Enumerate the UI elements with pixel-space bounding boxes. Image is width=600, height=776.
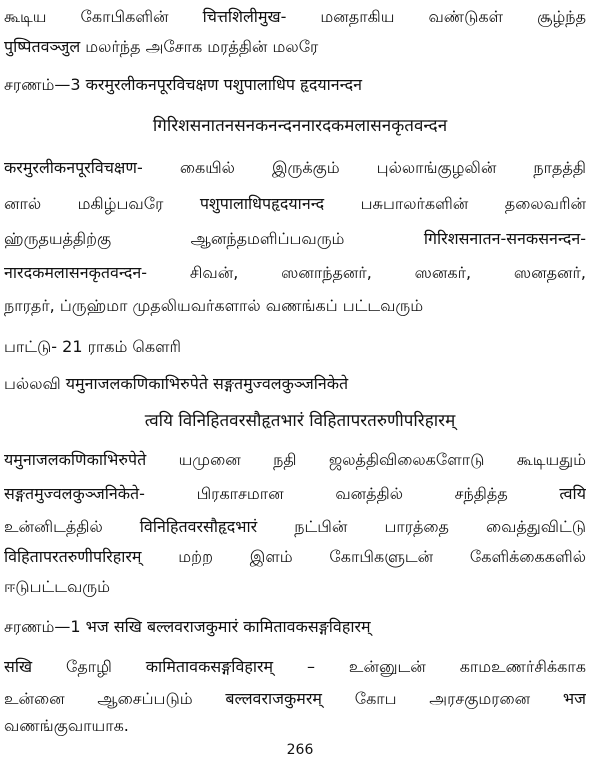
text-line: नारदकमलासनकृतवन्दन- சிவன், ஸனாந்தனர், ஸனகர், ஸனதனர், bbox=[4, 263, 586, 282]
song-heading: பாட்டு- 21 ராகம் கௌரி bbox=[4, 337, 182, 356]
text-line: यमुनाजलकणिकाभिरुपेते யமுனை நதி ஜலத்திவிலைகளோடு கூடியதும் bbox=[4, 450, 586, 469]
text-line: வணங்குவாயாக. bbox=[4, 716, 129, 735]
text-line: करमुरलीकनपूरविचक्षण- கையில் இருக்கும் புல்லாங்குழலின் நாதத்தி bbox=[4, 158, 586, 177]
text-line: विहितापरतरुणीपरिहारम् மற்ற இளம் கோபிகளுடன் கேளிக்கைகளில் bbox=[4, 547, 586, 566]
text-line: உன்னை ஆசைப்படும் बल्लवराजकुमरम् கோப அரசகுமரனை भज bbox=[4, 689, 586, 708]
verse-charanam-1: சரணம்—1 भज सखि बल्लवराजकुमारं कामितावकसङ्गविहारम् bbox=[4, 617, 371, 636]
text-line: னால் மகிழ்பவரே पशुपालाधिपहृदयानन्द பசுபாலர்களின் தலைவரின் bbox=[4, 194, 586, 213]
text-line: पुष्पितवञ्जुल மலர்ந்த அசோக மரத்தின் மலரே bbox=[4, 37, 319, 56]
verse-charanam-3: சரணம்—3 करमुरलीकनपूरविचक्षण पशुपालाधिप हृदयानन्दन bbox=[4, 75, 362, 94]
text-line: सङ्गतमुज्वलकुञ्जनिकेते- பிரகாசமான வனத்தில் சந்தித்த त्वयि bbox=[4, 484, 586, 503]
text-line: உன்னிடத்தில் विनिहितवरसौहृदभारं நட்பின் பாரத்தை வைத்துவிட்டு bbox=[4, 517, 586, 536]
verse-line: त्वयि विनिहितवरसौहृतभारं विहितापरतरुणीपरिहारम् bbox=[144, 411, 456, 431]
text-line: सखि தோழி कामितावकसङ्गविहारम् – உன்னுடன் காமஉணர்சிக்காக bbox=[4, 657, 586, 676]
verse-pallavi: பல்லவி यमुनाजलकणिकाभिरुपेते सङ्गतमुज्वलकुञ्जनिकेते bbox=[4, 374, 349, 393]
text-line: ஹ்ருதயத்திற்கு ஆனந்தமளிப்பவரும் गिरिशसनातन-सनकसनन्दन- bbox=[4, 229, 586, 248]
text-line: ஈடுபட்டவரும் bbox=[4, 577, 110, 596]
text-line: நாரதர், ப்ருஹ்மா முதலியவர்களால் வணங்கப் பட்டவரும் bbox=[4, 296, 424, 315]
verse-line: गिरिशसनातनसनकनन्दननारदकमलासनकृतवन्दन bbox=[152, 116, 448, 136]
text-line: கூடிய கோபிகளின் चित्तशिलीमुख- மனதாகிய வண்டுகள் சூழ்ந்த bbox=[4, 7, 586, 26]
page-number: 266 bbox=[286, 742, 314, 758]
